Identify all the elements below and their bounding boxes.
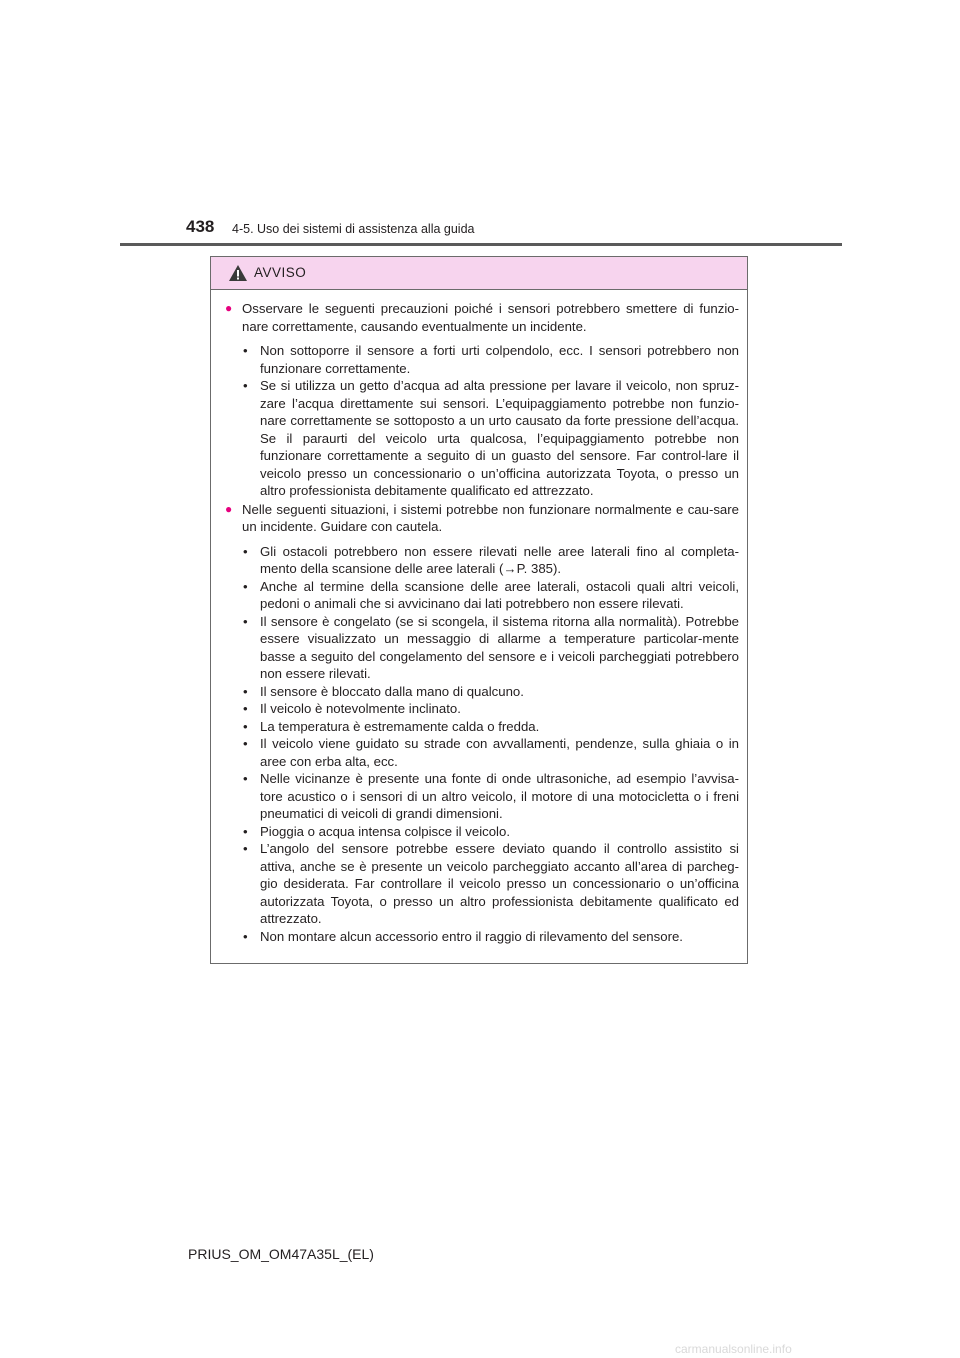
list-item xyxy=(242,377,739,500)
circle-bullet-icon: ● xyxy=(225,301,233,315)
dot-bullet: • xyxy=(243,841,248,856)
dot-bullet: • xyxy=(243,718,248,734)
list-item-text: Nelle vicinanze è presente una fonte di onde ultrasoniche, ad esempio l’avvisa-tore acustico o i sensori di un altro veicolo, il motore di una motocicletta o i freni pneumatici di veicoli di grandi dimensioni. xyxy=(260,771,739,821)
dot-bullet: • xyxy=(243,771,248,786)
document-code: PRIUS_OM_OM47A35L_(EL) xyxy=(188,1246,374,1262)
warning-box xyxy=(210,256,748,964)
warning-item-text: Osservare le seguenti precauzioni poiché i sensori potrebbero smettere di funzio-nare correttamente, causando eventualmente un incidente. xyxy=(242,301,739,334)
list-item xyxy=(242,700,739,718)
dot-bullet: • xyxy=(243,928,248,944)
list-item xyxy=(242,928,739,946)
circle-bullet-icon: ● xyxy=(225,501,233,516)
warning-item xyxy=(225,501,739,536)
watermark: carmanualsonline.info xyxy=(675,1342,792,1356)
dot-bullet: • xyxy=(243,578,248,594)
list-item-text: Il veicolo viene guidato su strade con avvallamenti, pendenze, sulla ghiaia o in aree con erba alta, ecc. xyxy=(260,736,739,769)
list-item-text: L’angolo del sensore potrebbe essere deviato quando il controllo assistito si attiva, anche se è presente un veicolo parcheggiato accanto all’area di parcheg-gio desiderata. Far controllare il veicolo presso un concessionario o un’officina autorizzata Toyota, o presso un altro professionista debitamente qualificato ed attrezzato. xyxy=(260,841,739,926)
dot-bullet: • xyxy=(243,736,248,751)
dot-bullet: • xyxy=(243,823,248,839)
header-rule xyxy=(120,243,842,246)
warning-sublist xyxy=(242,342,739,500)
list-item xyxy=(242,823,739,841)
warning-title: AVVISO xyxy=(254,265,307,280)
warning-header xyxy=(211,257,747,290)
list-item xyxy=(242,735,739,770)
dot-bullet: • xyxy=(243,613,248,629)
list-item-text: Non montare alcun accessorio entro il raggio di rilevamento del sensore. xyxy=(260,928,683,944)
list-item xyxy=(242,770,739,823)
list-item-text: Gli ostacoli potrebbero non essere rilevati nelle aree laterali fino al completa-mento della scansione delle aree laterali (→P. 385). xyxy=(260,543,739,576)
list-item-text: Non sottoporre il sensore a forti urti colpendolo, ecc. I sensori potrebbero non funzionare correttamente. xyxy=(260,343,739,376)
list-item-text: Se si utilizza un getto d’acqua ad alta pressione per lavare il veicolo, non spruz-zare l’acqua direttamente sui sensori. L’equipaggiamento potrebbe non funzio-nare correttamente se sottoposto a un urto causato da forte pressione dell’acqua. Se il paraurti del veicolo urta qualcosa, l’equipaggiamento potrebbe non funzionare correttamente a seguito di un guasto del sensore. Far control-lare il veicolo presso un concessionario o un’officina autorizzata Toyota, o presso un altro professionista debitamente qualificato ed attrezzato. xyxy=(260,378,739,498)
dot-bullet: • xyxy=(243,343,248,358)
warning-item xyxy=(225,300,739,335)
list-item xyxy=(242,718,739,736)
list-item-text: Il sensore è bloccato dalla mano di qualcuno. xyxy=(260,683,524,699)
list-item xyxy=(242,613,739,683)
list-item-text: La temperatura è estremamente calda o fredda. xyxy=(260,718,540,734)
dot-bullet: • xyxy=(243,701,248,716)
list-item xyxy=(242,543,739,578)
warning-sublist xyxy=(242,543,739,946)
list-item-text: Il veicolo è notevolmente inclinato. xyxy=(260,701,461,716)
warning-triangle-icon xyxy=(228,264,248,282)
list-item xyxy=(242,840,739,928)
list-item-text: Il sensore è congelato (se si scongela, il sistema ritorna alla normalità). Potrebbe essere visualizzato un messaggio di allarme a temperature particolar-mente basse a seguito del congelamento del sensore e i veicoli parcheggiati potrebbero non essere rilevati. xyxy=(260,613,739,681)
warning-body xyxy=(211,290,747,945)
dot-bullet: • xyxy=(243,683,248,699)
list-item-text: Anche al termine della scansione delle aree laterali, ostacoli quali altri veicoli, pedoni o animali che si avvicinano dai lati potrebbero non essere rilevati. xyxy=(260,578,739,611)
list-item xyxy=(242,578,739,613)
list-item-text: Pioggia o acqua intensa colpisce il veicolo. xyxy=(260,823,510,839)
page-number: 438 xyxy=(186,217,215,236)
dot-bullet: • xyxy=(243,378,248,393)
dot-bullet: • xyxy=(243,543,248,559)
warning-item-text: Nelle seguenti situazioni, i sistemi potrebbe non funzionare normalmente e cau-sare un incidente. Guidare con cautela. xyxy=(242,501,739,534)
list-item xyxy=(242,342,739,377)
list-item xyxy=(242,683,739,701)
section-title: 4-5. Uso dei sistemi di assistenza alla guida xyxy=(232,222,475,236)
